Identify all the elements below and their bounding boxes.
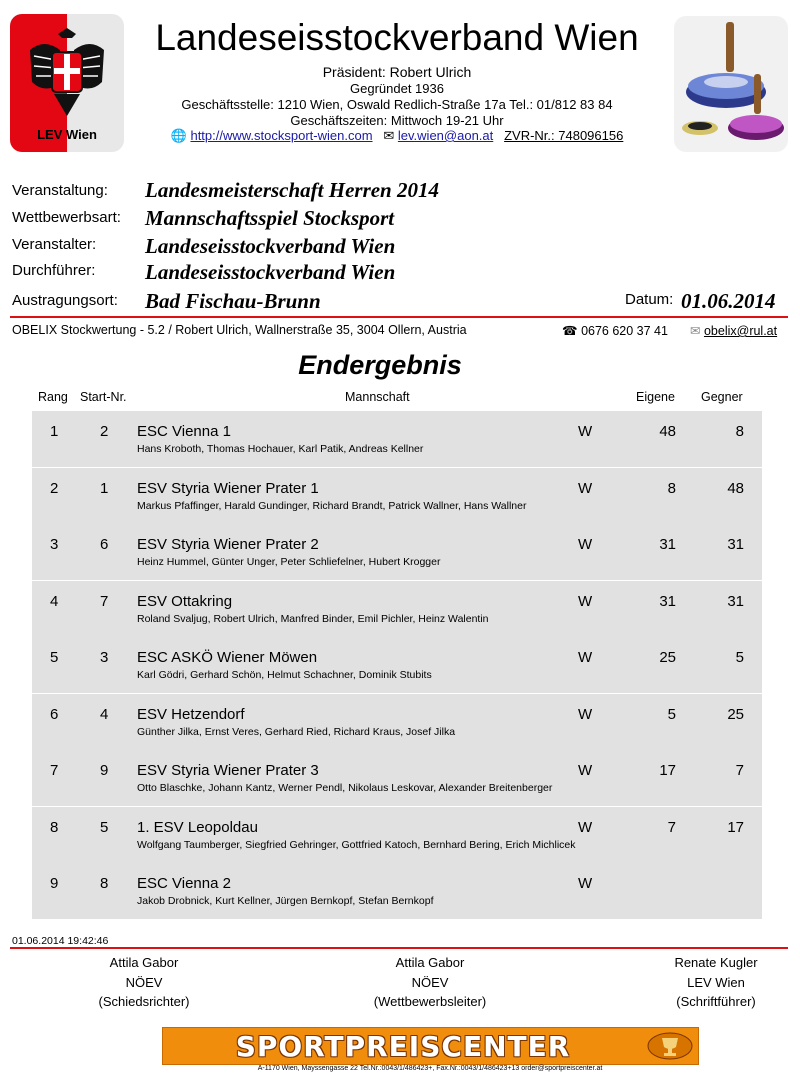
header-gegner: Gegner	[701, 390, 743, 404]
result-mark: W	[578, 875, 593, 892]
result-mark: W	[578, 480, 593, 497]
header-eigene: Eigene	[636, 390, 675, 404]
value-veranstaltung: Landesmeisterschaft Herren 2014	[145, 178, 439, 202]
table-row	[32, 750, 762, 806]
value-durchfuehrer: Landeseisstockverband Wien	[145, 260, 396, 284]
signature-role: (Wettbewerbsleiter)	[373, 994, 487, 1009]
email-link[interactable]: lev.wien@aon.at	[397, 128, 494, 143]
team-members: Karl Gödri, Gerhard Schön, Helmut Schachner, Dominik Stubits	[137, 669, 432, 681]
gegner: 25	[727, 706, 744, 723]
start-nr: 1	[100, 480, 109, 497]
team-name: 1. ESV Leopoldau	[137, 819, 258, 836]
eigene: 17	[659, 762, 676, 779]
label-wettbewerbsart: Wettbewerbsart:	[12, 209, 121, 226]
sponsor-banner[interactable]	[162, 1027, 699, 1065]
gegner: 31	[727, 536, 744, 553]
result-mark: W	[578, 423, 593, 440]
team-members: Wolfgang Taumberger, Siegfried Gehringer, Gottfried Katoch, Bernhard Bering, Erich Michlicek	[137, 839, 576, 851]
logo-text: LEV Wien	[37, 127, 97, 142]
page-title: Endergebnis	[298, 350, 462, 380]
result-mark: W	[578, 819, 593, 836]
signature-org: LEV Wien	[687, 974, 745, 990]
divider	[10, 316, 788, 318]
website-link[interactable]: http://www.stocksport-wien.com	[190, 128, 373, 143]
rang: 6	[50, 706, 59, 723]
gegner: 8	[735, 423, 744, 440]
zvr-number: ZVR-Nr.: 748096156	[504, 128, 624, 143]
header-mannschaft: Mannschaft	[345, 390, 410, 404]
rang: 4	[50, 593, 59, 610]
signature-schriftfuehrer	[646, 953, 786, 1012]
table-row	[32, 468, 762, 524]
globe-icon: 🌐	[170, 128, 187, 143]
team-members: Otto Blaschke, Johann Kantz, Werner Pendl, Nikolaus Leskovar, Alexander Breitenberger	[137, 782, 553, 794]
result-mark: W	[578, 536, 593, 553]
rang: 1	[50, 423, 59, 440]
result-mark: W	[578, 649, 593, 666]
software-email	[690, 323, 777, 338]
eagle-crest-icon	[24, 20, 110, 124]
table-row	[32, 694, 762, 750]
result-mark: W	[578, 762, 593, 779]
start-nr: 6	[100, 536, 109, 553]
eigene: 5	[667, 706, 676, 723]
org-name: Landeseisstockverband Wien	[155, 17, 639, 58]
rang: 7	[50, 762, 59, 779]
team-members: Jakob Drobnick, Kurt Kellner, Jürgen Bernkopf, Stefan Bernkopf	[137, 895, 434, 907]
mail-icon: ✉	[383, 128, 395, 143]
team-name: ESV Styria Wiener Prater 1	[137, 480, 319, 497]
eisstock-image	[674, 16, 788, 152]
start-nr: 4	[100, 706, 109, 723]
value-wettbewerbsart: Mannschaftsspiel Stocksport	[145, 206, 395, 230]
signature-org: NÖEV	[125, 974, 163, 990]
value-austragungsort: Bad Fischau-Brunn	[145, 289, 321, 313]
start-nr: 8	[100, 875, 109, 892]
eigene: 31	[659, 536, 676, 553]
eigene: 7	[667, 819, 676, 836]
value-veranstalter: Landeseisstockverband Wien	[145, 234, 396, 258]
signature-org: NÖEV	[411, 974, 449, 990]
team-members: Roland Svaljug, Robert Ulrich, Manfred Binder, Emil Pichler, Heinz Walentin	[137, 613, 489, 625]
start-nr: 7	[100, 593, 109, 610]
start-nr: 2	[100, 423, 109, 440]
header-rang: Rang	[38, 390, 68, 404]
start-nr: 9	[100, 762, 109, 779]
eigene: 48	[659, 423, 676, 440]
team-name: ESV Ottakring	[137, 593, 233, 610]
label-datum: Datum:	[625, 291, 674, 308]
phone-icon: ☎	[562, 324, 578, 338]
contact-links	[128, 128, 666, 144]
signature-wettbewerbsleiter	[350, 953, 510, 1012]
label-durchfuehrer: Durchführer:	[12, 262, 96, 279]
gegner: 31	[727, 593, 744, 610]
president: Präsident: Robert Ulrich	[322, 64, 472, 80]
signature-name: Renate Kugler	[674, 955, 758, 970]
founded: Gegründet 1936	[350, 81, 444, 96]
eigene: 25	[659, 649, 676, 666]
office-hours: Geschäftszeiten: Mittwoch 19-21 Uhr	[290, 113, 504, 128]
value-datum: 01.06.2014	[681, 289, 776, 313]
eigene: 8	[667, 480, 676, 497]
team-members: Heinz Hummel, Günter Unger, Peter Schliefelner, Hubert Krogger	[137, 556, 441, 568]
divider	[10, 947, 788, 949]
rang: 3	[50, 536, 59, 553]
result-mark: W	[578, 593, 593, 610]
team-name: ESC Vienna 1	[137, 423, 231, 440]
timestamp: 01.06.2014 19:42:46	[12, 935, 109, 947]
gegner: 48	[727, 480, 744, 497]
team-members: Günther Jilka, Ernst Veres, Gerhard Ried, Richard Kraus, Josef Jilka	[137, 726, 456, 738]
header-startnr: Start-Nr.	[80, 390, 127, 404]
signature-schiedsrichter	[74, 953, 214, 1012]
start-nr: 5	[100, 819, 109, 836]
software-info: OBELIX Stockwertung - 5.2 / Robert Ulrich, Wallnerstraße 35, 3004 Ollern, Austria	[12, 323, 467, 337]
signature-role: (Schriftführer)	[676, 994, 756, 1009]
signature-name: Attila Gabor	[395, 955, 465, 970]
result-mark: W	[578, 706, 593, 723]
team-members: Hans Kroboth, Thomas Hochauer, Karl Patik, Andreas Kellner	[137, 443, 424, 455]
label-austragungsort: Austragungsort:	[12, 292, 118, 309]
rang: 5	[50, 649, 59, 666]
software-phone: ☎ 0676 620 37 41	[562, 324, 668, 338]
table-row	[32, 411, 762, 467]
trophy-icon	[646, 1031, 694, 1061]
rang: 8	[50, 819, 59, 836]
team-name: ESV Hetzendorf	[137, 706, 245, 723]
rang: 2	[50, 480, 59, 497]
sponsor-name: SPORTPREISCENTER	[235, 1030, 571, 1063]
gegner: 7	[735, 762, 744, 779]
obelix-email-link[interactable]: obelix@rul.at	[703, 324, 778, 338]
signature-role: (Schiedsrichter)	[98, 994, 190, 1009]
table-row	[32, 524, 762, 580]
eigene: 31	[659, 593, 676, 610]
start-nr: 3	[100, 649, 109, 666]
rang: 9	[50, 875, 59, 892]
curling-stone-icon	[674, 16, 788, 152]
team-members: Markus Pfaffinger, Harald Gundinger, Richard Brandt, Patrick Wallner, Hans Wallner	[137, 500, 527, 512]
table-row	[32, 863, 762, 919]
gegner: 17	[727, 819, 744, 836]
table-row	[32, 807, 762, 863]
table-row	[32, 637, 762, 693]
label-veranstaltung: Veranstaltung:	[12, 182, 108, 199]
team-name: ESV Styria Wiener Prater 3	[137, 762, 319, 779]
sponsor-address: A-1170 Wien, Mayssengasse 22 Tel.Nr.:0043/1/486423+, Fax.Nr.:0043/1/486423+13 order@sportpreiscenter.at	[257, 1065, 603, 1072]
mail-icon: ✉	[690, 324, 701, 338]
table-row	[32, 581, 762, 637]
gegner: 5	[735, 649, 744, 666]
signature-name: Attila Gabor	[109, 955, 179, 970]
lev-wien-logo	[10, 14, 124, 152]
team-name: ESC ASKÖ Wiener Möwen	[137, 649, 318, 666]
team-name: ESC Vienna 2	[137, 875, 231, 892]
team-name: ESV Styria Wiener Prater 2	[137, 536, 319, 553]
label-veranstalter: Veranstalter:	[12, 236, 97, 253]
office-address: Geschäftsstelle: 1210 Wien, Oswald Redlich-Straße 17a Tel.: 01/812 83 84	[181, 97, 613, 112]
